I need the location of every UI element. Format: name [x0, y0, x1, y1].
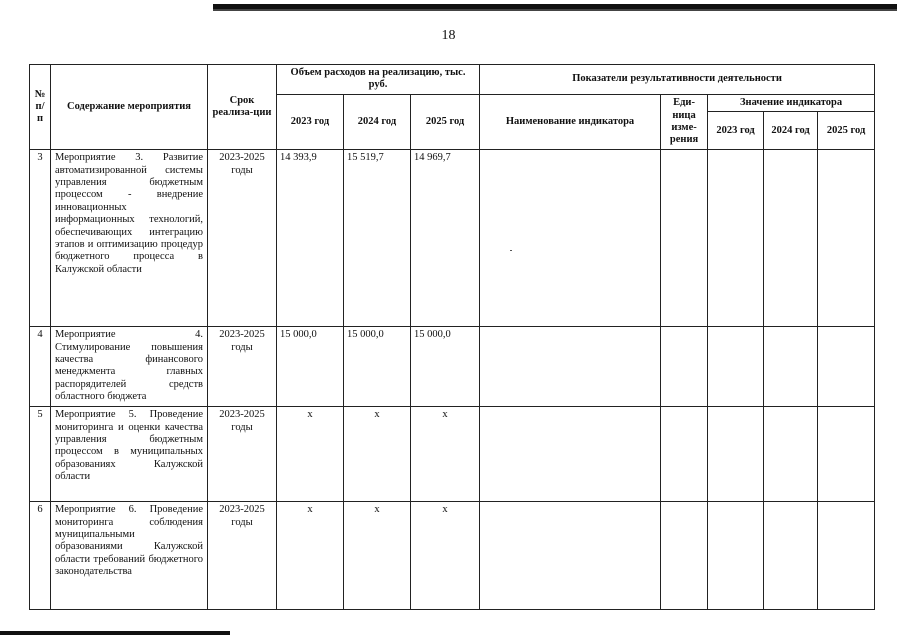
row-expense-2023: 15 000,0: [277, 327, 344, 407]
row-expense-2025: 14 969,7: [411, 150, 480, 327]
row-expense-2024: х: [344, 407, 411, 502]
row-expense-2025: 15 000,0: [411, 327, 480, 407]
row-expense-2024: х: [344, 502, 411, 610]
row-expense-2023: 14 393,9: [277, 150, 344, 327]
row-indicator-name: [480, 502, 661, 610]
row-indicator-2025: [818, 502, 875, 610]
row-unit: [661, 327, 708, 407]
row-term: 2023-2025 годы: [208, 327, 277, 407]
measures-table: [29, 64, 875, 610]
header-expense-2025: 2025 год: [411, 94, 480, 149]
row-no: 5: [30, 407, 51, 502]
header-expense-2023: 2023 год: [277, 94, 344, 149]
row-indicator-2024: [764, 407, 818, 502]
header-indicator-2024: 2024 год: [764, 112, 818, 150]
row-unit: [661, 502, 708, 610]
header-indicators: Показатели результативности деятельности: [480, 65, 875, 95]
row-indicator-2024: [764, 327, 818, 407]
header-indicator-2023: 2023 год: [708, 112, 764, 150]
row-indicator-2025: [818, 150, 875, 327]
row-indicator-2025: [818, 407, 875, 502]
table-row: [30, 407, 875, 502]
table-row: [30, 327, 875, 407]
row-expense-2023: х: [277, 502, 344, 610]
scan-edge-top-shadow: [213, 9, 897, 11]
header-unit: Еди-ница изме-рения: [661, 94, 708, 149]
row-no: 3: [30, 150, 51, 327]
header-term: Срок реализа-ции: [208, 65, 277, 150]
row-expense-2024: 15 000,0: [344, 327, 411, 407]
table-row: [30, 502, 875, 610]
header-expense-2024: 2024 год: [344, 94, 411, 149]
row-indicator-name: [480, 407, 661, 502]
row-indicator-2025: [818, 327, 875, 407]
row-no: 6: [30, 502, 51, 610]
row-indicator-2024: [764, 502, 818, 610]
row-term: 2023-2025 годы: [208, 407, 277, 502]
row-unit: [661, 150, 708, 327]
row-no: 4: [30, 327, 51, 407]
row-indicator-2023: [708, 407, 764, 502]
row-content: Мероприятие 5. Проведение мониторинга и оценки качества управления бюджетным процессом в муниципальных образованиях Калужской области: [51, 407, 208, 502]
row-indicator-2023: [708, 327, 764, 407]
row-term: 2023-2025 годы: [208, 502, 277, 610]
row-content: Мероприятие 4. Стимулирование повышения качества финансового менеджмента главных распорядителей средств областного бюджета: [51, 327, 208, 407]
scan-edge-bottom: [0, 631, 230, 635]
row-indicator-name: [480, 327, 661, 407]
row-indicator-name: [480, 150, 661, 327]
row-expense-2024: 15 519,7: [344, 150, 411, 327]
row-unit: [661, 407, 708, 502]
row-indicator-2024: [764, 150, 818, 327]
header-indicator-name: Наименование индикатора: [480, 94, 661, 149]
row-expense-2023: х: [277, 407, 344, 502]
table-row: [30, 150, 875, 327]
row-content: Мероприятие 6. Проведение мониторинга соблюдения муниципальными образованиями Калужской области требований бюджетного законодательства: [51, 502, 208, 610]
row-indicator-2023: [708, 502, 764, 610]
row-content: Мероприятие 3. Развитие автоматизированной системы управления бюджетным процессом - внедрение инновационных информационных технологий, обеспечивающих интеграцию этапов и оптимизацию процедур бюджетного процесса в Калужской области: [51, 150, 208, 327]
header-expenses: Объем расходов на реализацию, тыс. руб.: [277, 65, 480, 95]
row-term: 2023-2025 годы: [208, 150, 277, 327]
row-expense-2025: х: [411, 502, 480, 610]
row-indicator-2023: [708, 150, 764, 327]
page-number: 18: [441, 28, 456, 43]
header-indicator-value: Значение индикатора: [708, 94, 875, 111]
header-no: № п/п: [30, 65, 51, 150]
row-expense-2025: х: [411, 407, 480, 502]
header-content: Содержание мероприятия: [51, 65, 208, 150]
header-indicator-2025: 2025 год: [818, 112, 875, 150]
